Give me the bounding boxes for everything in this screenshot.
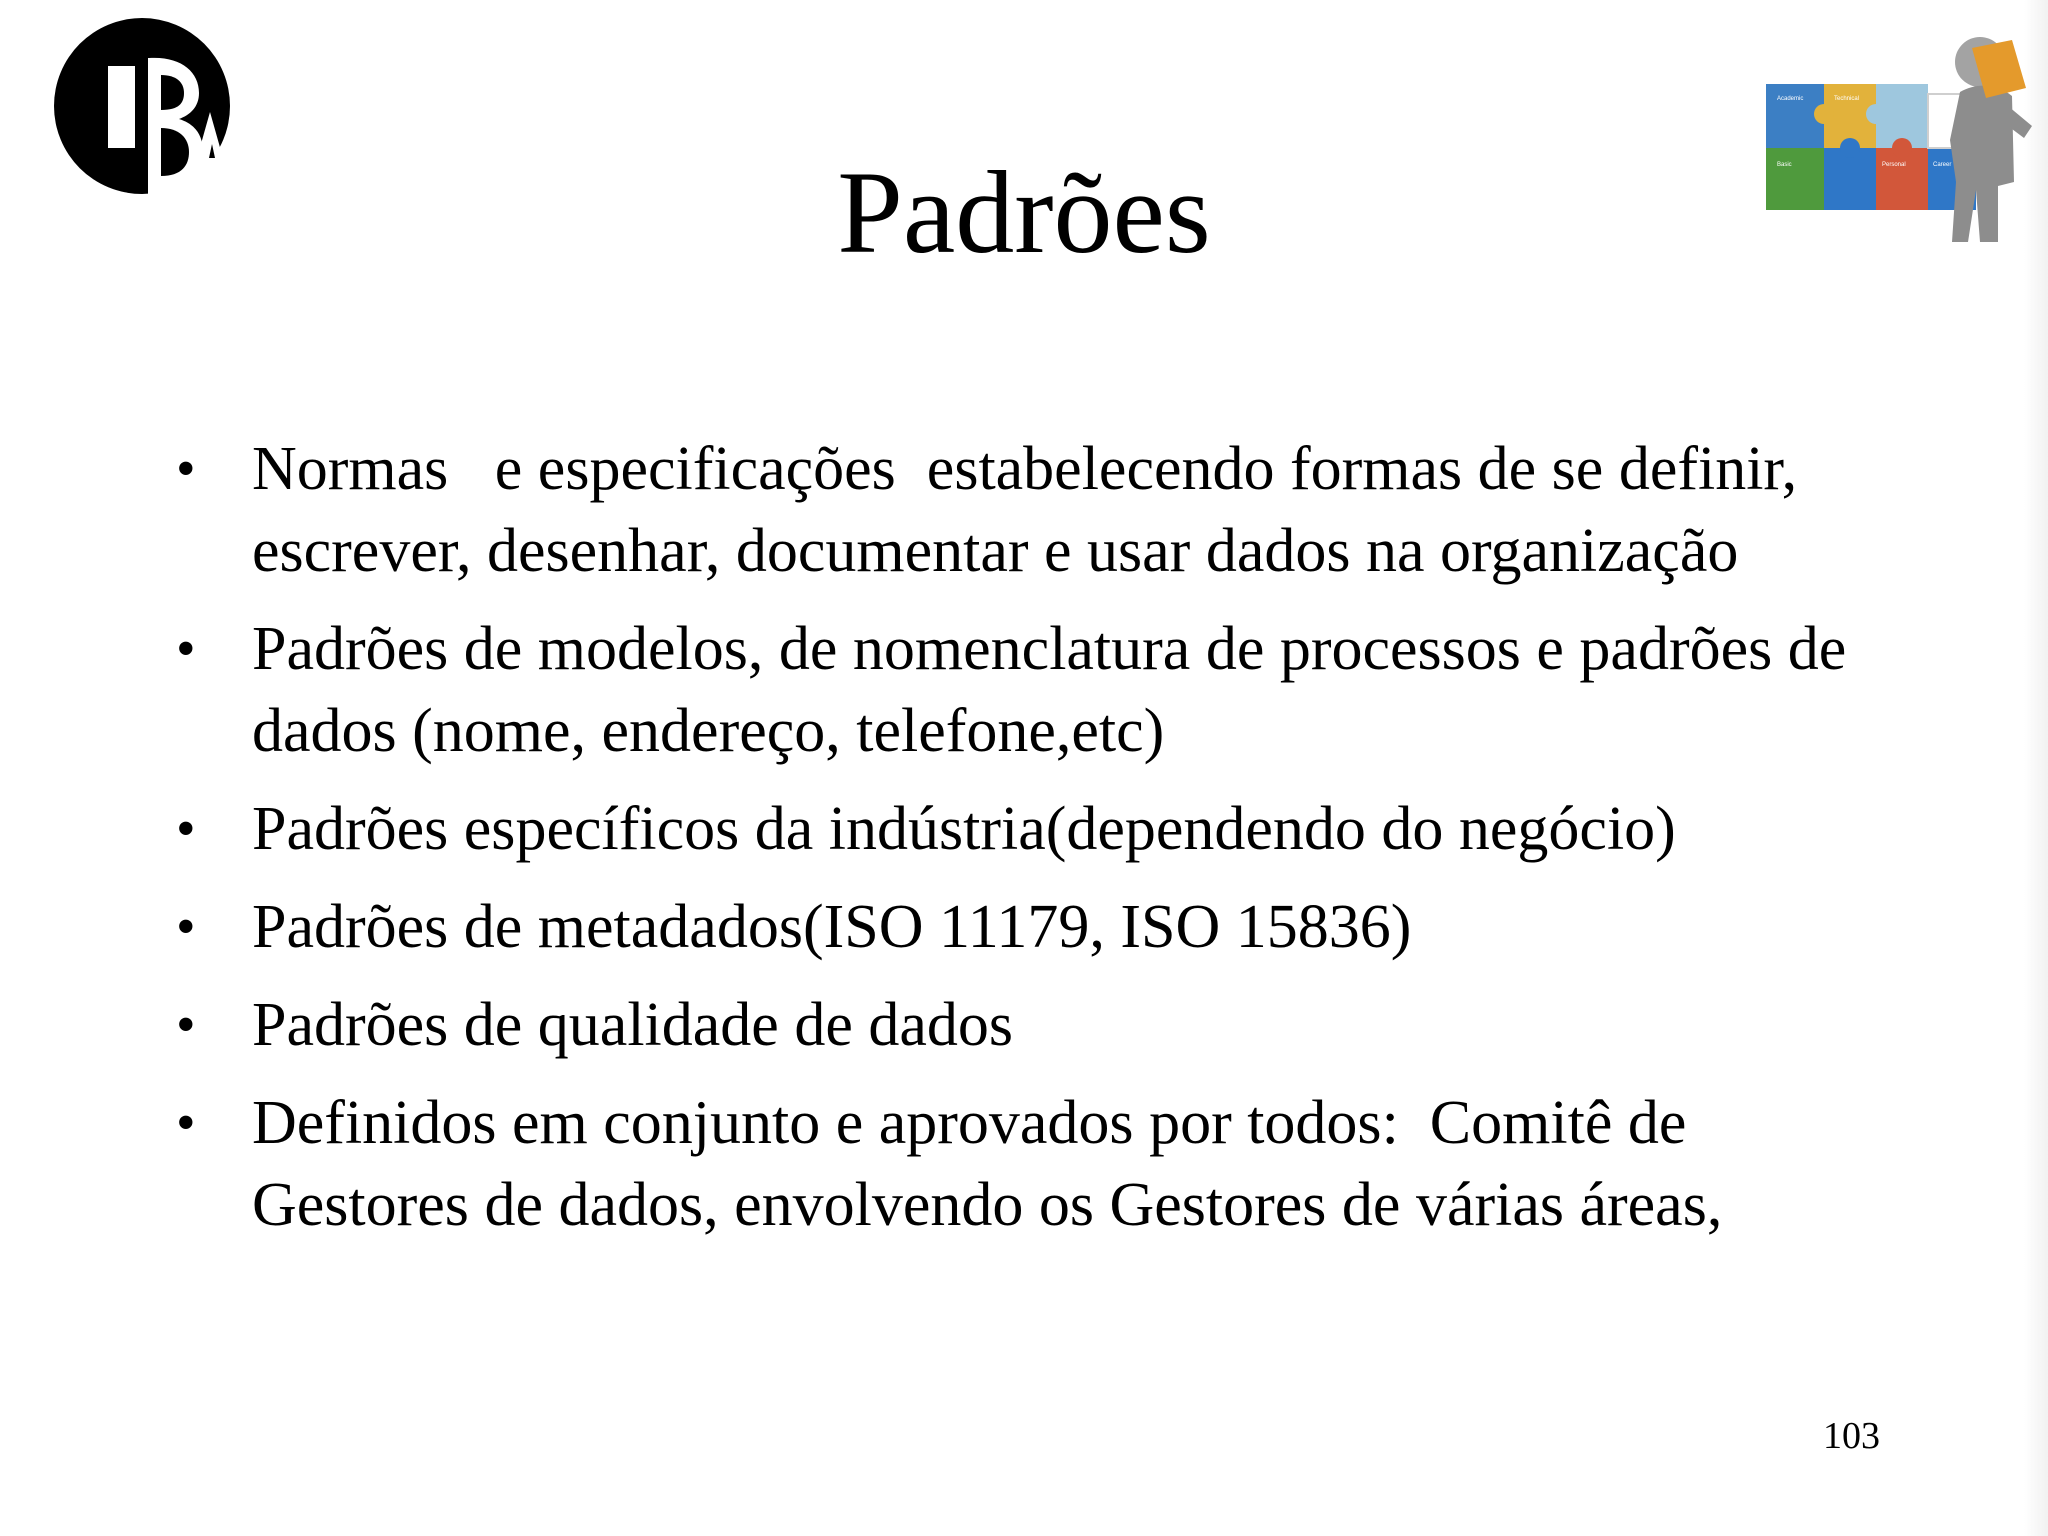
bullet-marker: • bbox=[176, 618, 196, 680]
bullet-marker: • bbox=[176, 798, 196, 860]
bullet-item-model-standards bbox=[172, 608, 1912, 772]
bullet-text: Padrões de modelos, de nomenclatura de processos e padrões de dados (nome, endereço, telefone,etc) bbox=[252, 615, 1862, 765]
bullet-text: Padrões de metadados(ISO 11179, ISO 15836) bbox=[252, 893, 1412, 961]
bullet-text: Normas e especificações estabelecendo formas de se definir, escrever, desenhar, documentar e usar dados na organização bbox=[252, 435, 1813, 585]
svg-text:Career: Career bbox=[1933, 162, 1952, 168]
bullet-marker: • bbox=[176, 1092, 196, 1154]
bullet-list bbox=[172, 428, 1912, 1262]
bullet-text: Padrões de qualidade de dados bbox=[252, 991, 1013, 1059]
slide-title: Padrões bbox=[837, 147, 1211, 278]
bullet-marker: • bbox=[176, 994, 196, 1056]
svg-text:Academic: Academic bbox=[1777, 96, 1804, 102]
bullet-marker: • bbox=[176, 896, 196, 958]
bullet-item-quality-standards bbox=[172, 984, 1912, 1066]
bullet-item-metadata-standards bbox=[172, 886, 1912, 968]
bullet-item-norms bbox=[172, 428, 1912, 592]
svg-text:Technical: Technical bbox=[1834, 96, 1860, 102]
bullet-text: Padrões específicos da indústria(dependendo do negócio) bbox=[252, 795, 1676, 863]
page-number: 103 bbox=[1823, 1415, 1880, 1457]
svg-text:Basic: Basic bbox=[1777, 162, 1792, 168]
svg-text:Personal: Personal bbox=[1882, 162, 1906, 168]
bullet-marker: • bbox=[176, 438, 196, 500]
bullet-text: Definidos em conjunto e aprovados por todos: Comitê de Gestores de dados, envolvendo os Gestores de várias áreas, bbox=[252, 1089, 1723, 1239]
bullet-item-approval bbox=[172, 1082, 1912, 1246]
bullet-item-industry-standards bbox=[172, 788, 1912, 870]
